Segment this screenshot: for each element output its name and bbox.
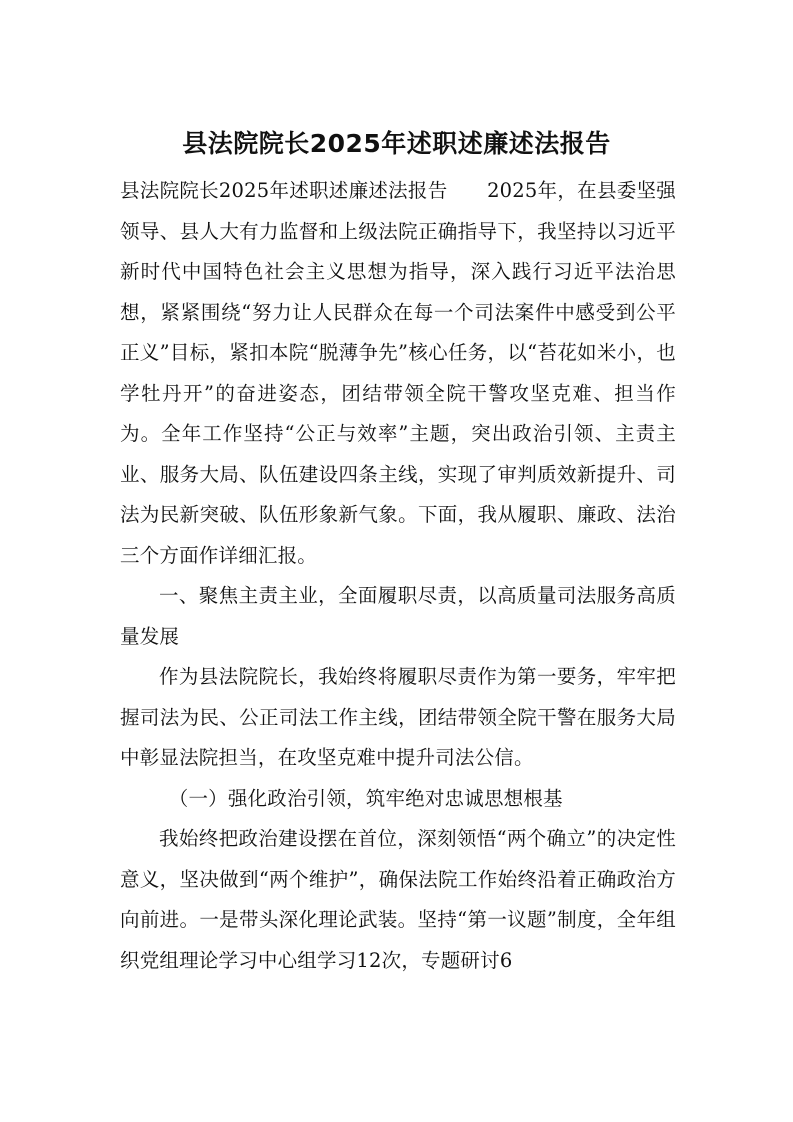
sub-heading-1: （一）强化政治引领，筑牢绝对忠诚思想根基 [168,786,563,810]
body-paragraph: 我始终把政治建设摆在首位，深刻领悟“两个确立”的决定性意义，坚决做到“两个维护”，确保法院工作始终沿着正确政治方向前进。一是带头深化理论武装。坚持“第一议题”制度，全年组织党组理论学习中心组学习12次，专题研讨6 [120,827,676,972]
section-heading-1: 一、聚焦主责主业，全面履职尽责，以高质量司法服务高质量发展 [120,584,676,648]
intro-paragraph: 县法院院长2025年述职述廉述法报告 2025年，在县委坚强领导、县人大有力监督和上级法院正确指导下，我坚持以习近平新时代中国特色社会主义思想为指导，深入践行习近平法治思想，紧紧围绕“努力让人民群众在每一个司法案件中感受到公平正义”目标，紧扣本院“脱薄争先”核心任务，以“苔花如米小，也学牡丹开”的奋进姿态，团结带领全院干警攻坚克难、担当作为。全年工作坚持“公正与效率”主题，突出政治引领、主责主业、服务大局、队伍建设四条主线，实现了审判质效新提升、司法为民新突破、队伍形象新气象。下面，我从履职、廉政、法治三个方面作详细汇报。 [120,179,676,567]
body-paragraph: 作为县法院院长，我始终将履职尽责作为第一要务，牢牢把握司法为民、公正司法工作主线，团结带领全院干警在服务大局中彰显法院担当，在攻坚克难中提升司法公信。 [120,665,676,769]
document-title: 县法院院长2025年述职述廉述法报告 [182,129,611,158]
document-body [120,171,676,981]
